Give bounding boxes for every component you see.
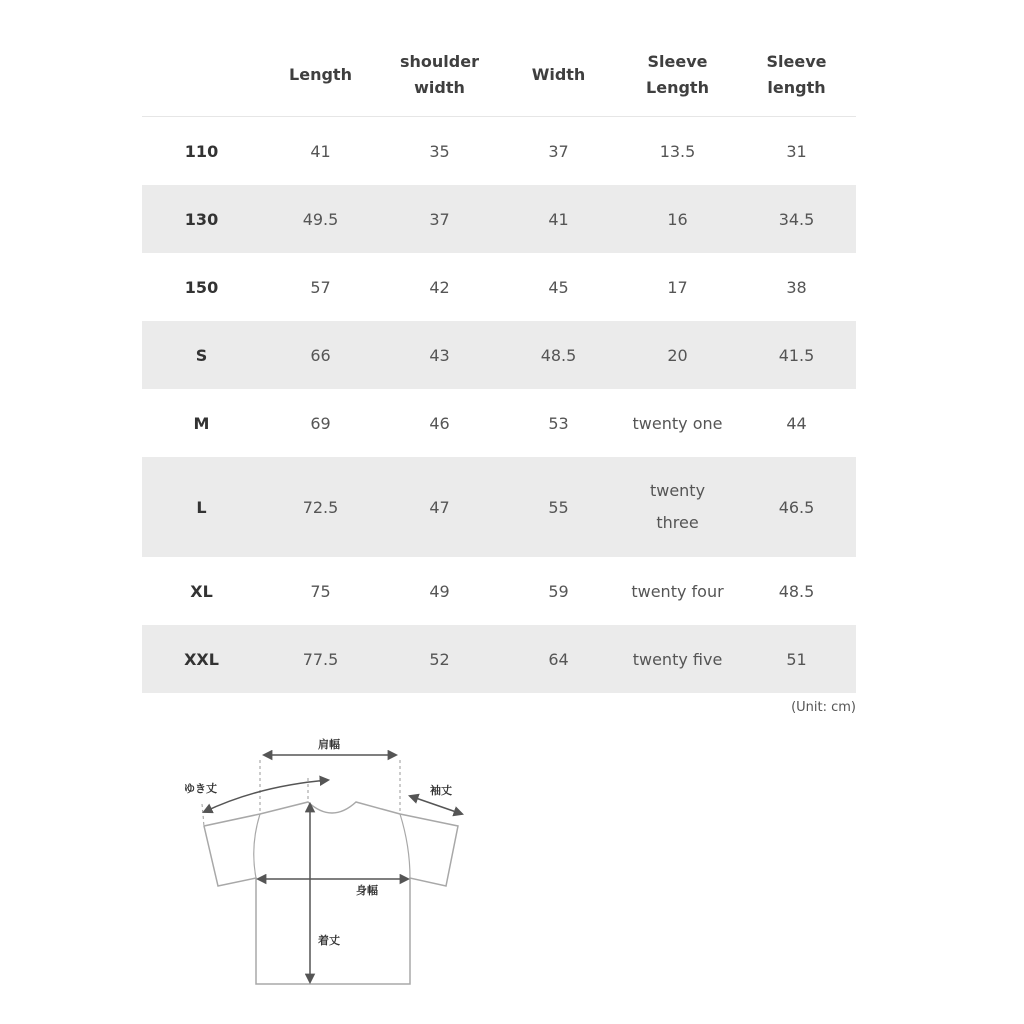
sleeve-length-arrow	[410, 796, 462, 814]
table-row	[142, 389, 856, 457]
unit-note: (Unit: cm)	[791, 700, 856, 715]
table-cell: 46	[429, 413, 450, 433]
size-label: 110	[184, 141, 219, 161]
table-cell: 38	[786, 277, 807, 297]
table-cell: twenty four	[631, 581, 724, 601]
table-cell: 75	[310, 581, 331, 601]
table-cell: 53	[548, 413, 569, 433]
table-cell: 37	[429, 209, 450, 229]
table-header-row	[142, 34, 856, 117]
body-width-label: 身幅	[356, 884, 378, 897]
size-label: XXL	[184, 649, 219, 669]
table-cell: 64	[548, 649, 569, 669]
table-cell: 20	[667, 345, 688, 365]
table-cell: 45	[548, 277, 569, 297]
column-header: Sleeve length	[766, 52, 827, 97]
yuki-label: ゆき丈	[184, 782, 217, 795]
table-row	[142, 253, 856, 321]
table-cell: 42	[429, 277, 450, 297]
table-row	[142, 557, 856, 625]
table-cell: 37	[548, 141, 569, 161]
table-cell: 31	[786, 141, 807, 161]
size-label: 130	[184, 209, 219, 229]
table-cell: 44	[786, 413, 807, 433]
table-cell: 57	[310, 277, 331, 297]
size-table	[142, 34, 856, 693]
size-label: L	[196, 497, 207, 517]
table-cell: 72.5	[302, 497, 339, 517]
table-row	[142, 117, 856, 185]
tshirt-measurement-diagram	[178, 728, 478, 990]
table-cell: twenty three	[649, 481, 706, 532]
table-cell: 55	[548, 497, 569, 517]
column-header: shoulder width	[400, 52, 479, 97]
table-cell: 43	[429, 345, 450, 365]
table-cell: 77.5	[302, 649, 339, 669]
table-cell: 35	[429, 141, 450, 161]
shoulder-width-label: 肩幅	[318, 738, 340, 751]
table-row	[142, 321, 856, 389]
size-label: XL	[190, 581, 213, 601]
column-header: Width	[531, 65, 586, 84]
table-cell: 49	[429, 581, 450, 601]
table-cell: 41	[310, 141, 331, 161]
size-label: S	[195, 345, 208, 365]
table-cell: 52	[429, 649, 450, 669]
table-cell: 34.5	[778, 209, 815, 229]
header-size-corner	[142, 34, 261, 116]
table-body	[142, 117, 856, 693]
length-label: 着丈	[318, 934, 340, 947]
table-cell: 41	[548, 209, 569, 229]
sleeve-length-label: 袖丈	[430, 784, 452, 797]
size-label: 150	[184, 277, 219, 297]
table-cell: 59	[548, 581, 569, 601]
table-cell: 16	[667, 209, 688, 229]
column-header: Sleeve Length	[646, 52, 709, 97]
table-cell: 17	[667, 277, 688, 297]
size-label: M	[193, 413, 210, 433]
table-cell: 41.5	[778, 345, 815, 365]
table-cell: 13.5	[659, 141, 696, 161]
table-cell: twenty five	[632, 649, 723, 669]
table-cell: 66	[310, 345, 331, 365]
table-cell: 49.5	[302, 209, 339, 229]
table-cell: 46.5	[778, 497, 815, 517]
table-row	[142, 185, 856, 253]
tshirt-outline-icon	[204, 802, 458, 984]
table-cell: twenty one	[632, 413, 723, 433]
table-cell: 48.5	[540, 345, 577, 365]
table-cell: 51	[786, 649, 807, 669]
column-header: Length	[289, 65, 352, 84]
table-cell: 69	[310, 413, 331, 433]
table-row	[142, 625, 856, 693]
table-row	[142, 457, 856, 557]
table-cell: 48.5	[778, 581, 815, 601]
table-cell: 47	[429, 497, 450, 517]
